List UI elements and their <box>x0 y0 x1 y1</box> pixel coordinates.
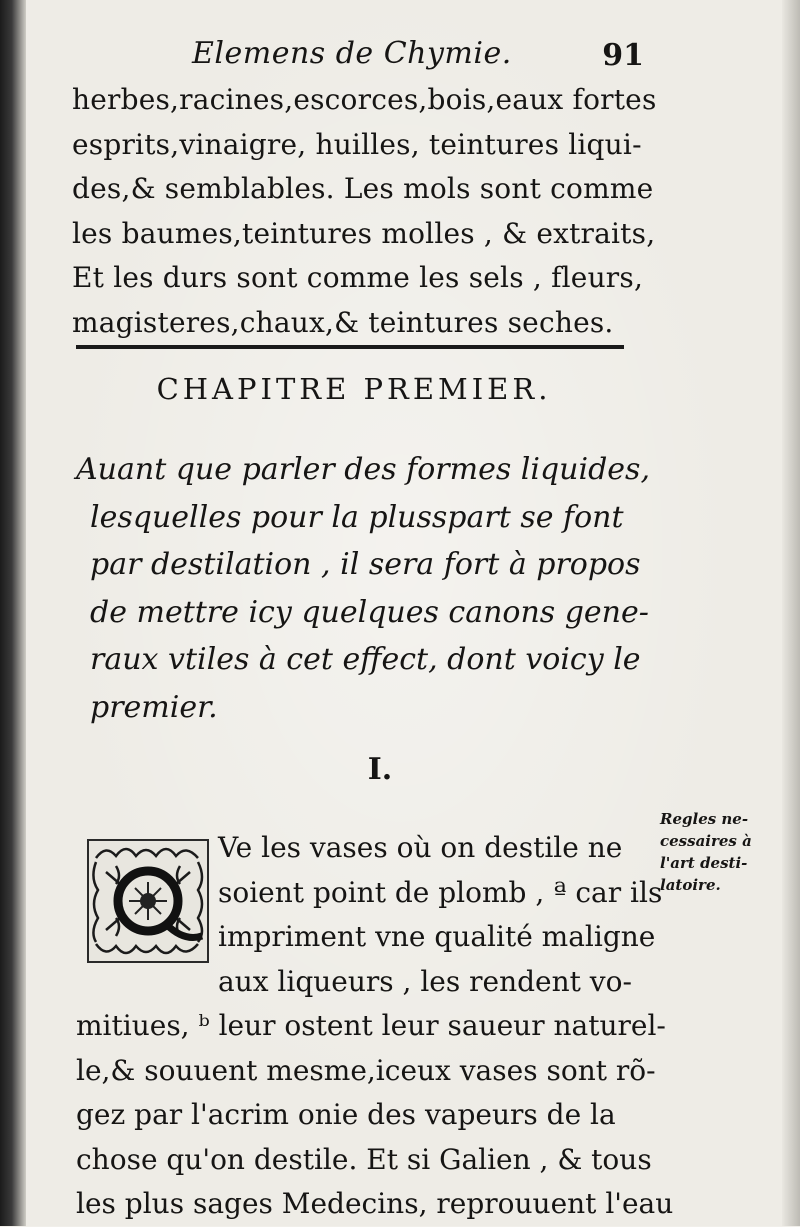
body-line: le,& souuent mesme,iceux vases sont rõ- <box>76 1053 656 1087</box>
chapter-title: CHAPITRE PREMIER. <box>156 372 552 406</box>
chapter-intro-line: de mettre icy quelques canons gene- <box>90 594 649 630</box>
body-line: aux liqueurs , les rendent vo- <box>218 964 632 998</box>
body-line: gez par l'acrim onie des vapeurs de la <box>76 1098 616 1131</box>
body-line: chose qu'on destile. Et si Galien , & tous <box>76 1142 652 1176</box>
body-line: Ve les vases où on destile ne <box>218 831 623 864</box>
intro-paragraph <box>72 78 657 345</box>
page-edge-shadow <box>782 0 800 1226</box>
section-number: I. <box>367 752 393 787</box>
margin-note-line: l'art desti- <box>660 854 748 872</box>
chapter-intro-paragraph <box>76 446 656 731</box>
page-gutter-shadow <box>0 0 26 1226</box>
chapter-intro-line: raux vtiles à cet effect, dont voicy le <box>90 642 641 677</box>
section-divider-rule <box>76 345 624 349</box>
intro-line: des,& semblables. Les mols sont comme <box>72 172 654 205</box>
margin-note-line: Regles ne- <box>660 810 749 828</box>
intro-line: magisteres,chaux,& teintures seches. <box>72 305 614 339</box>
dropcap-letter: Q <box>147 912 149 913</box>
body-line: impriment vne qualité maligne <box>218 920 656 953</box>
chapter-intro-line: lesquelles pour la plusspart se font <box>90 499 624 535</box>
body-line: mitiues, ᵇ leur ostent leur saueur naturel- <box>76 1009 666 1042</box>
body-line: soient point de plomb , ª car ils <box>218 875 663 909</box>
intro-line: les baumes,teintures molles , & extraits, <box>72 216 656 250</box>
body-indented-text <box>218 826 663 1004</box>
running-header <box>70 36 650 76</box>
intro-line: esprits,vinaigre, huilles, teintures liqui- <box>72 127 642 161</box>
ornamental-dropcap <box>86 838 210 964</box>
margin-note-line: cessaires à <box>660 832 752 850</box>
intro-line: Et les durs sont comme les sels , fleurs, <box>72 261 644 294</box>
page-number: 91 <box>602 38 644 73</box>
margin-note-line: latoire. <box>660 876 721 894</box>
running-title: Elemens de Chymie. <box>192 36 512 71</box>
intro-line: herbes,racines,escorces,bois,eaux fortes <box>72 83 657 116</box>
body-full-text <box>76 1004 674 1227</box>
margin-note <box>660 808 780 896</box>
chapter-intro-line: premier. <box>90 689 218 725</box>
body-line: les plus sages Medecins, reprouuent l'eau <box>76 1187 674 1220</box>
chapter-intro-line: par destilation , il sera fort à propos <box>90 547 641 582</box>
dropcap-ornament-icon <box>86 838 210 964</box>
chapter-intro-line: Auant que parler des formes liquides, <box>76 452 650 487</box>
